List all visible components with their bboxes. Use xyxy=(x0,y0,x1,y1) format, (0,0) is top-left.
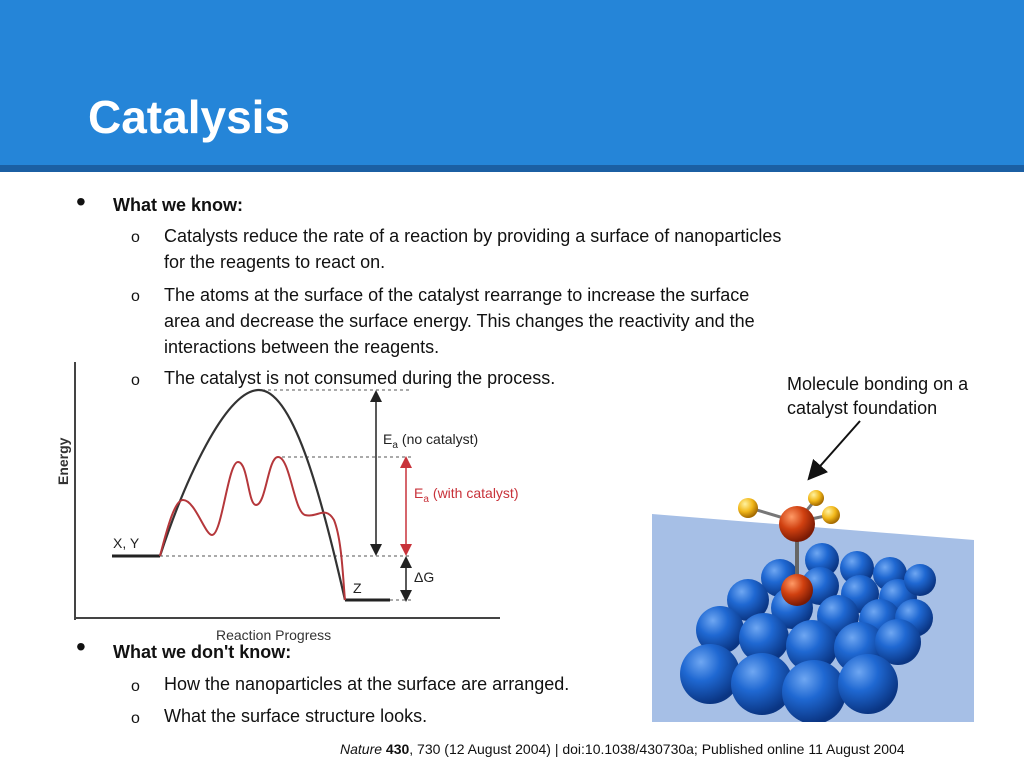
sub-bullet-icon: o xyxy=(131,710,140,727)
ea-subscript: a xyxy=(423,494,429,505)
known-item-3: The catalyst is not consumed during the process. xyxy=(164,368,556,388)
hydrogen-atom xyxy=(738,498,758,518)
adsorbed-atom xyxy=(781,574,813,606)
reactants-label: X, Y xyxy=(113,535,140,551)
uncatalyzed-curve xyxy=(160,390,345,600)
catalyst-illustration xyxy=(652,470,974,722)
slide-title: Catalysis xyxy=(88,91,291,143)
ea-no-catalyst-label: (no catalyst) xyxy=(401,431,479,447)
unknown-item-1: How the nanoparticles at the surface are arranged. xyxy=(164,674,570,694)
ea-symbol: E xyxy=(414,485,424,501)
x-axis-label: Reaction Progress xyxy=(216,627,332,643)
delta-g-label: ΔG xyxy=(414,569,435,585)
citation-journal: Nature xyxy=(340,741,383,757)
illustration-caption: Molecule bonding on a catalyst foundation xyxy=(787,374,969,418)
unknown-heading: What we don't know: xyxy=(113,642,292,662)
sub-bullet-icon: o xyxy=(131,229,140,246)
product-label: Z xyxy=(353,580,362,596)
known-heading: What we know: xyxy=(113,195,243,215)
bullet-icon: • xyxy=(76,631,86,662)
svg-text:Ea(with catalyst) xyxy=(414,485,518,505)
bullet-icon: • xyxy=(76,186,86,217)
ea-subscript: a xyxy=(392,440,398,451)
catalyzed-curve xyxy=(160,457,345,600)
svg-text:Ea(no catalyst) xyxy=(383,431,478,451)
citation-details: , 730 (12 August 2004) | doi:10.1038/430730a; Published online 11 August 2004 xyxy=(409,741,905,757)
sub-bullet-icon: o xyxy=(131,678,140,695)
ea-with-catalyst-label: (with catalyst) xyxy=(432,485,519,501)
known-item-2: The atoms at the surface of the catalyst rearrange to increase the surface area and decrease the surface energy. This changes the reactivity and the interactions between the reagents. xyxy=(164,285,755,357)
header-divider xyxy=(0,165,1024,172)
unknown-item-2: What the surface structure looks. xyxy=(164,706,428,726)
citation-volume: 430 xyxy=(385,741,410,757)
energy-diagram xyxy=(40,355,560,662)
known-item-1: Catalysts reduce the rate of a reaction by providing a surface of nanoparticles for the reagents to react on. xyxy=(164,226,782,272)
ea-symbol: E xyxy=(383,431,393,447)
y-axis-label: Energy xyxy=(55,437,71,485)
hydrogen-atom xyxy=(822,506,840,524)
citation xyxy=(340,741,905,757)
sub-bullet-icon: o xyxy=(131,288,140,305)
molecule-atom xyxy=(779,506,815,542)
hydrogen-atom xyxy=(808,490,824,506)
sub-bullet-icon: o xyxy=(131,372,140,389)
